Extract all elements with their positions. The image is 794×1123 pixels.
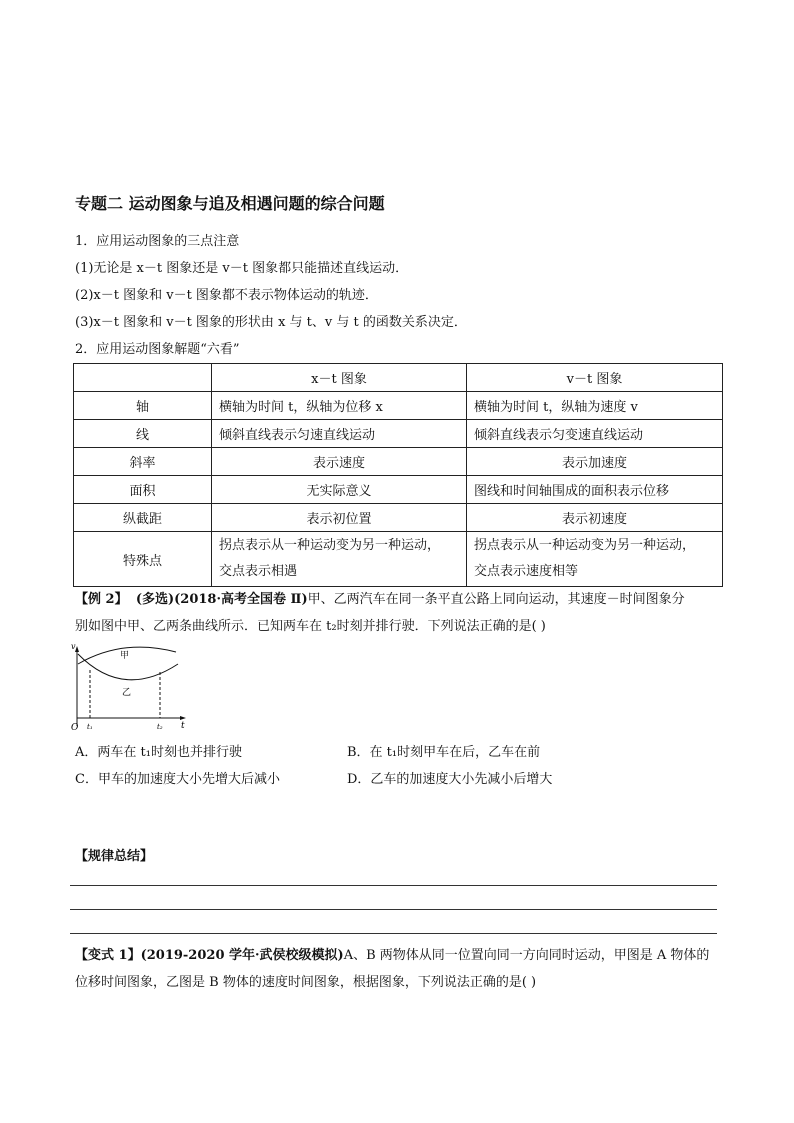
- row-label: 轴: [74, 392, 212, 420]
- cell-line: 拐点表示从一种运动变为另一种运动，: [219, 538, 441, 553]
- yi-label: 乙: [122, 688, 132, 698]
- table-cell: 倾斜直线表示匀变速直线运动: [467, 420, 723, 448]
- row-label: 线: [74, 420, 212, 448]
- jia-label: 甲: [120, 651, 130, 661]
- variant-source: (2019-2020 学年·武侯校级模拟): [140, 948, 344, 963]
- origin-label: O: [71, 723, 79, 733]
- option-a: A．两车在 t₁时刻也并排行驶: [75, 745, 242, 760]
- answer-line: [70, 933, 717, 934]
- table-row: [74, 476, 723, 504]
- example-text: 甲、乙两汽车在同一条平直公路上同向运动，其速度－时间图象分: [307, 592, 685, 607]
- v-axis-arrow: [75, 646, 79, 652]
- t-axis-label: t: [181, 721, 185, 731]
- table-cell: 横轴为时间 t，纵轴为位移 x: [212, 392, 467, 420]
- option-d: D．乙车的加速度大小先减小后增大: [347, 772, 553, 787]
- option-c: C．甲车的加速度大小先增大后减小: [75, 772, 280, 787]
- example2-line1: [75, 588, 685, 607]
- table-cell: 表示速度: [212, 448, 467, 476]
- section1-title: 1．应用运动图象的三点注意: [75, 234, 240, 249]
- t1-label: t₁: [87, 723, 93, 731]
- example2-line2: 别如图中甲、乙两条曲线所示．已知两车在 t₂时刻并排行驶．下列说法正确的是( ): [75, 619, 546, 634]
- section1-item-2: (2)x－t 图象和 v－t 图象都不表示物体运动的轨迹．: [75, 288, 378, 303]
- variant-text: A、B 两物体从同一位置向同一方向同时运动，甲图是 A 物体的: [343, 948, 710, 963]
- variant-tag: 【变式 1】: [75, 948, 141, 963]
- table-row: [74, 420, 723, 448]
- row-label: 纵截距: [74, 504, 212, 532]
- cell-line: 交点表示相遇: [219, 564, 298, 579]
- t-axis-arrow: [180, 716, 186, 720]
- table-cell: 表示初位置: [212, 504, 467, 532]
- table-cell: 无实际意义: [212, 476, 467, 504]
- section1-item-1: (1)无论是 x－t 图象还是 v－t 图象都只能描述直线运动．: [75, 261, 409, 276]
- section1-item-3: (3)x－t 图象和 v－t 图象的形状由 x 与 t、v 与 t 的函数关系决定．: [75, 315, 467, 330]
- section2-title: 2．应用运动图象解题“六看”: [75, 342, 240, 357]
- example-tag: 【例 2】: [75, 592, 128, 607]
- table-cell: [212, 532, 467, 587]
- t2-label: t₂: [157, 723, 163, 731]
- row-label: 面积: [74, 476, 212, 504]
- table-cell: 倾斜直线表示匀速直线运动: [212, 420, 467, 448]
- summary-title: 【规律总结】: [75, 849, 154, 864]
- table-cell: 表示初速度: [467, 504, 723, 532]
- row-label: 特殊点: [74, 532, 212, 587]
- option-b: B．在 t₁时刻甲车在后，乙车在前: [347, 745, 541, 760]
- table-cell: 横轴为时间 t，纵轴为速度 v: [467, 392, 723, 420]
- table-cell: 图线和时间轴围成的面积表示位移: [467, 476, 723, 504]
- table-row: [74, 448, 723, 476]
- cell-line: 拐点表示从一种运动变为另一种运动，: [474, 538, 696, 553]
- cell-line: 交点表示速度相等: [474, 564, 579, 579]
- table-row: [74, 532, 723, 587]
- variant1-line2: 位移时间图象，乙图是 B 物体的速度时间图象，根据图象，下列说法正确的是( ): [75, 975, 537, 990]
- six-look-table: [73, 363, 723, 587]
- answer-line: [70, 885, 717, 886]
- variant1-line1: [75, 944, 709, 963]
- table-header-row: [74, 364, 723, 392]
- answer-line: [70, 909, 717, 910]
- table-header-cell: v－t 图象: [467, 364, 723, 392]
- table-header-cell: x－t 图象: [212, 364, 467, 392]
- v-axis-label: v: [71, 642, 76, 651]
- table-row: [74, 504, 723, 532]
- page-title: 专题二 运动图象与追及相遇问题的综合问题: [75, 194, 385, 213]
- row-label: 斜率: [74, 448, 212, 476]
- vt-graph: [68, 640, 193, 733]
- table-cell: [467, 532, 723, 587]
- table-header-cell: [74, 364, 212, 392]
- table-row: [74, 392, 723, 420]
- table-cell: 表示加速度: [467, 448, 723, 476]
- example-source: (多选)(2018·高考全国卷 Ⅱ): [135, 592, 308, 607]
